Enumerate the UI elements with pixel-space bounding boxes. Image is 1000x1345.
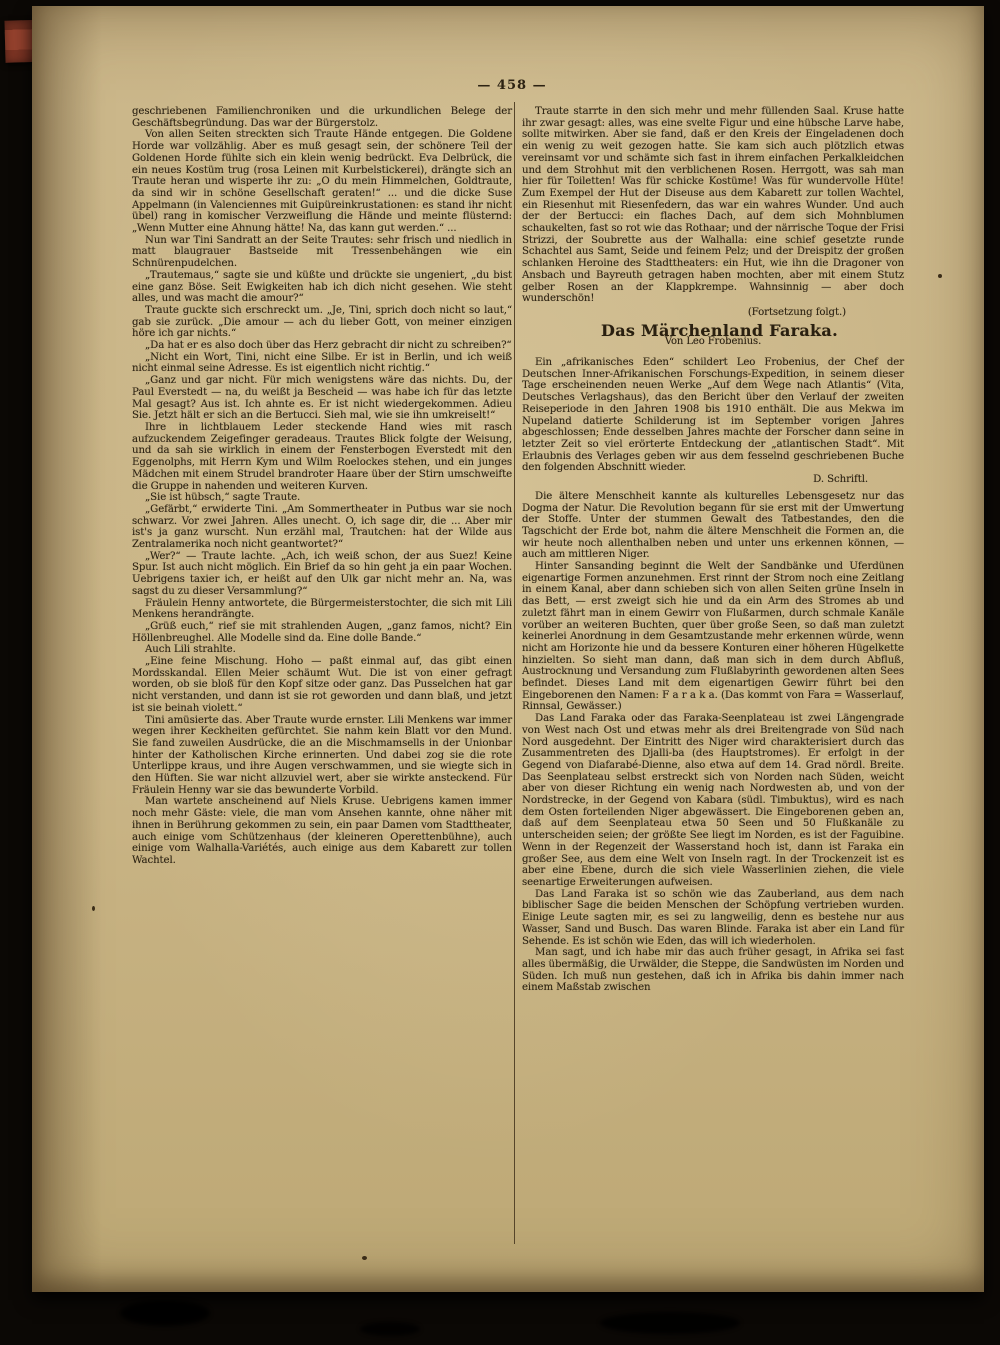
paragraph: Das Land Faraka ist so schön wie das Zauberland, aus dem nach biblischer Sage die beiden Menschen der Schöpfung vertrieben wurden. Einige Leute sagten mir, es sei zu langweilig, denn es bestehe nur aus Wasser, Sand und Busch. Das waren Blinde. Faraka ist aber ein Land für Sehende. Es ist schön wie Eden, das will ich wiederholen. — [522, 888, 904, 947]
page-number: — 458 — — [477, 78, 547, 93]
book-binding-edge — [0, 0, 34, 1345]
paragraph: Die ältere Menschheit kannte als kulturelles Lebensgesetz nur das Dogma der Natur. Die Revolution begann für sie erst mit der Umwertung der Stoffe. Unter der stummen Gewalt des Tatbestandes, den die Tagschicht der Erde bot, nahm die ältere Menschheit die Formen an, die wir heute noch allenthalben neben und unter uns erkennen können, — auch am mittleren Niger. — [522, 490, 904, 561]
paragraph: Tini amüsierte das. Aber Traute wurde ernster. Lili Menkens war immer wegen ihrer Keckheiten gefürchtet. Sie nahm kein Blatt vor den Mund. Sie fand zuweilen Ausdrücke, die an die Mischmamsells in der Unionbar hinter der Katholischen Kirche erinnerten. Und dabei zog sie die rote Unterlippe kraus, und ihre Augen verschwammen, und sie wiegte sich in den Hüften. Sie war nicht allzuviel wert, aber sie wirkte ansteckend. Für Fräulein Henny war sie das bewunderte Vorbild. — [132, 714, 512, 796]
left-column — [132, 106, 512, 867]
paragraph: Man sagt, und ich habe mir das auch früher gesagt, in Afrika sei fast alles übermäßig, die Urwälder, die Steppe, die Sandwüsten im Norden und Süden. Ich muß nun gestehen, daß ich in Afrika bis dahin immer nach einem Maßstab zwischen — [522, 947, 904, 994]
paragraph: „Trautemaus,“ sagte sie und küßte und drückte sie ungeniert, „du bist eine ganz Böse. Seit Ewigkeiten hab ich dich nicht gesehen. Wie steht alles, und was macht die amour?“ — [132, 269, 512, 305]
paper-speck — [362, 1256, 367, 1260]
paragraph: „Da hat er es also doch über das Herz gebracht dir nicht zu schreiben?“ — [145, 340, 512, 352]
paragraph: Hinter Sansanding beginnt die Welt der Sandbänke und Uferdünen eigenartige Formen anzunehmen. Erst rinnt der Strom noch eine Zeitlang in einem Kanal, aber dann schieben sich von allen Seiten grüne Inseln in das Bett, — erst zweigt sich hie und da ein Arm des Stromes ab und zuletzt fährt man in einem Gewirr von Flußarmen, durch schmale Kanäle vorüber an weiteren Buchten, quer über große Seen, so daß man zuletzt keinerlei Anordnung in dem Gesamtzustande mehr erkennen würde, wenn nicht am Horizonte hie und da bessere Konturen einer höheren Hügelkette hinzielten. So sieht man dann, daß man sich in dem durch Abfluß, Austrocknung und Versandung zum Flußlabyrinth gewordenen alten Sees befindet. Dieses Land mit dem eigenartigen Gewirr führt bei den Eingeborenen den Namen: F a r a k a. (Das kommt von Fara = Wasserlauf, Rinnsal, Gewässer.) — [522, 561, 904, 713]
paragraph: Ihre in lichtblauem Leder steckende Hand wies mit rasch aufzuckendem Zeigefinger geradeaus. Trautes Blick folgte der Weisung, und da sah sie wirklich in einem der Fensterbogen Everstedt mit den Eggenolphs, mit Herrn Kym und Wilm Roelockes stehen, und ein junges Mädchen mit einem Strudel brandroter Haare über der Stirn umschweifte die Gruppe in nahenden und weiteren Kurven. — [132, 421, 512, 492]
editorial-note: Ein „afrikanisches Eden“ schildert Leo Frobenius, der Chef der Deutschen Inner-Afrikanischen Forschungs-Expedition, in seinem dieser Tage erscheinenden neuen Werke „Auf dem Wege nach Atlantis“ (Vita, Deutsches Verlagshaus), das den Bericht über den Verlauf der zweiten Reiseperiode in den Jahren 1908 bis 1910 enthält. Die aus Mekwa im Nupeland datierte Schilderung ist im September vorigen Jahres abgeschlossen; Ende desselben Jahres machte der Forscher dann seine in letzter Zeit so viel erörterte Entdeckung der „atlantischen Stadt“. Mit Erlaubnis des Verlages geben wir aus dem fesselnd geschriebenen Buche den folgenden Abschnitt wieder. — [522, 357, 904, 474]
article-byline: Von Leo Frobenius. — [664, 336, 762, 348]
article-title: Das Märchenland Faraka. — [601, 320, 838, 340]
paragraph: Traute starrte in den sich mehr und mehr füllenden Saal. Kruse hatte ihr zwar gesagt: alles, was eine svelte Figur und eine hübsche Larve habe, sollte mitwirken. Aber sie fand, daß er den Kreis der Eingeladenen doch ein wenig zu weit gezogen hatte. Sie kam sich auch plötzlich etwas vereinsamt vor und schämte sich fast in ihrem einfachen Perkalkleidchen und dem Strohhut mit den verblichenen Rosen. Herrgott, was sah man hier für Toiletten! Was für schicke Kostüme! Was für wundervolle Hüte! Zum Exempel der Hut der Diseuse aus dem Kabarett zur tollen Wachtel, ein Riesenhut mit Riesenfedern, das war ein wahres Wunder. Und auch der der Bertucci: ein flaches Dach, auf dem sich Mohnblumen schaukelten, fast so rot wie das Rothaar; und der närrische Toque der Frisi Strizzi, der Soubrette aus der Walhalla: eine schief gesetzte runde Schachtel aus Samt, Seide und feinem Pelz; und der Dreispitz der großen schlanken Heroine des Stadttheaters: ein Hut, wie ihn die Dragoner von Ansbach und Bayreuth getragen haben mochten, aber mit einem Stutz gelber Rosen an der Klappkrempe. Wahnsinnig — aber doch wunderschön! — [522, 106, 904, 305]
paragraph: „Grüß euch,“ rief sie mit strahlenden Augen, „ganz famos, nicht? Ein Höllenbreughel. Alle Modelle sind da. Eine dolle Bande.“ — [132, 620, 512, 644]
paragraph: Fräulein Henny antwortete, die Bürgermeisterstochter, die sich mit Lili Menkens herandrängte. — [132, 597, 512, 621]
shadow-blotch — [360, 1322, 420, 1336]
paragraph: „Sie ist hübsch,“ sagte Traute. — [145, 492, 301, 504]
editorial-signature: D. Schriftl. — [813, 474, 868, 486]
paragraph: Von allen Seiten streckten sich Traute Hände entgegen. Die Goldene Horde war vollzählig. Aber es muß gesagt sein, der schönere Teil der Goldenen Horde fühlte sich ein klein wenig bedrückt. Eva Delbrück, die ein neues Kostüm trug (rosa Leinen mit Kurbelstickerei), drängte sich an Traute heran und wisperte ihr zu: „O du mein Himmelchen, Goldtraute, da sind wir in schöne Gesellschaft geraten!“ ... und die dicke Suse Appelmann (in Valenciennes mit Guipüreinkrustationen: es stand ihr nicht übel) rang in komischer Verzweiflung die Hände und meinte flüsternd: „Wenn Mutter eine Ahnung hätte! Na, das kann gut werden.“ ... — [132, 129, 512, 235]
shadow-blotch — [120, 1300, 210, 1326]
paragraph: „Nicht ein Wort, Tini, nicht eine Silbe. Er ist in Berlin, und ich weiß nicht einmal seine Adresse. Es ist eigentlich nicht richtig.“ — [132, 351, 512, 375]
paragraph: „Ganz und gar nicht. Für mich wenigstens wäre das nichts. Du, der Paul Everstedt — na, du weißt ja Bescheid — was habe ich für das letzte Mal gesagt? Aus ist. Ich ahnte es. Er ist nicht wiedergekommen. Adieu Sie. Jetzt hält er sich an die Bertucci. Sieh mal, wie sie ihn umkreiselt!“ — [132, 375, 512, 422]
article-body — [522, 491, 904, 994]
shadow-blotch — [600, 1312, 740, 1334]
paragraph: „Gefärbt,“ erwiderte Tini. „Am Sommertheater in Putbus war sie noch schwarz. Vor zwei Jahren. Alles unecht. O, ich sage dir, die ... Aber mir ist's ja ganz wurscht. Nun erzähl mal, Trautchen: hat der Wilde aus Zentralamerika noch nicht geantwortet?“ — [132, 503, 512, 551]
paragraph: Nun war Tini Sandratt an der Seite Trautes: sehr frisch und niedlich in matt blaugrauer Bastseide mit Tressenbehängen wie ein Schnürenpudelchen. — [132, 234, 512, 270]
paragraph: Traute guckte sich erschreckt um. „Je, Tini, sprich doch nicht so laut,“ gab sie zurück. „Die amour — ach du lieber Gott, von meiner einzigen höre ich gar nichts.“ — [132, 304, 512, 340]
paper-speck — [92, 906, 95, 911]
paragraph: Auch Lili strahlte. — [145, 644, 236, 656]
paragraph: Man wartete anscheinend auf Niels Kruse. Uebrigens kamen immer noch mehr Gäste: viele, die man vom Ansehen kannte, ohne näher mit ihnen in Berührung gekommen zu sein, ein paar Damen vom Stadttheater, auch einige vom Schützenhaus (der kleineren Operettenbühne), auch einige vom Walhalla-Variétés, auch einige aus dem Kabarett zur tollen Wachtel. — [132, 796, 512, 866]
paragraph: Das Land Faraka oder das Faraka-Seenplateau ist zwei Längengrade von West nach Ost und etwas mehr als drei Breitengrade von Süd nach Nord ausgedehnt. Der Eintritt des Niger wird charakterisiert durch das Zusammentreten des Djalli-ba (des Hauptstromes). Er erfolgt in der Gegend von Diafarabé-Dienne, also etwa auf dem 14. Grad nördl. Breite. Das Seenplateau selbst erstreckt sich von Norden nach Süden, weicht aber von dieser Richtung ein wenig nach Nordwesten ab, und von der Nordstrecke, in der Gegend von Kabara (südl. Timbuktus), wird es nach dem Osten forteilenden Niger abgewässert. Die Eingeborenen geben an, daß auf dem Seenplateau etwa 50 Seen und 50 Flußkanäle zu unterscheiden seien; der größte See liegt im Norden, es ist der Faguibine. Wenn in der Regenzeit der Wasserstand hoch ist, dann ist Faraka ein großer See, aus dem eine Welt von Inseln ragt. In der Trockenzeit ist es aber eine Ebene, durch die sich viele Wasserlinien ziehen, die viele seenartige Erweiterungen aufweisen. — [522, 713, 904, 888]
newspaper-page — [32, 6, 984, 1292]
column-divider — [514, 102, 515, 1244]
right-column — [522, 106, 904, 994]
paper-speck — [938, 274, 942, 278]
paragraph: „Wer?“ — Traute lachte. „Ach, ich weiß schon, der aus Suez! Keine Spur. Ist auch nicht möglich. Ein Brief da so hin geht ja ein paar Wochen. Uebrigens taxier ich, er heißt auf den Ulk gar nicht mehr an. Na, was sagst du zu dieser Versammlung?“ — [132, 550, 512, 597]
paragraph: „Eine feine Mischung. Hoho — paßt einmal auf, das gibt einen Mordsskandal. Ellen Meier schäumt Wut. Die ist von einer gefragt worden, ob sie bloß für den Kopf sitze oder ganz. Das Pusselchen hat gar nicht verstanden, und dann ist sie rot geworden und dann blaß, und jetzt ist sie beinah violett.“ — [132, 656, 512, 714]
story-continuation — [522, 106, 904, 305]
paragraph: geschriebenen Familienchroniken und die urkundlichen Belege der Geschäftsbegründung. Das war der Bürgerstolz. — [132, 106, 512, 129]
continuation-notice: (Fortsetzung folgt.) — [747, 306, 846, 318]
